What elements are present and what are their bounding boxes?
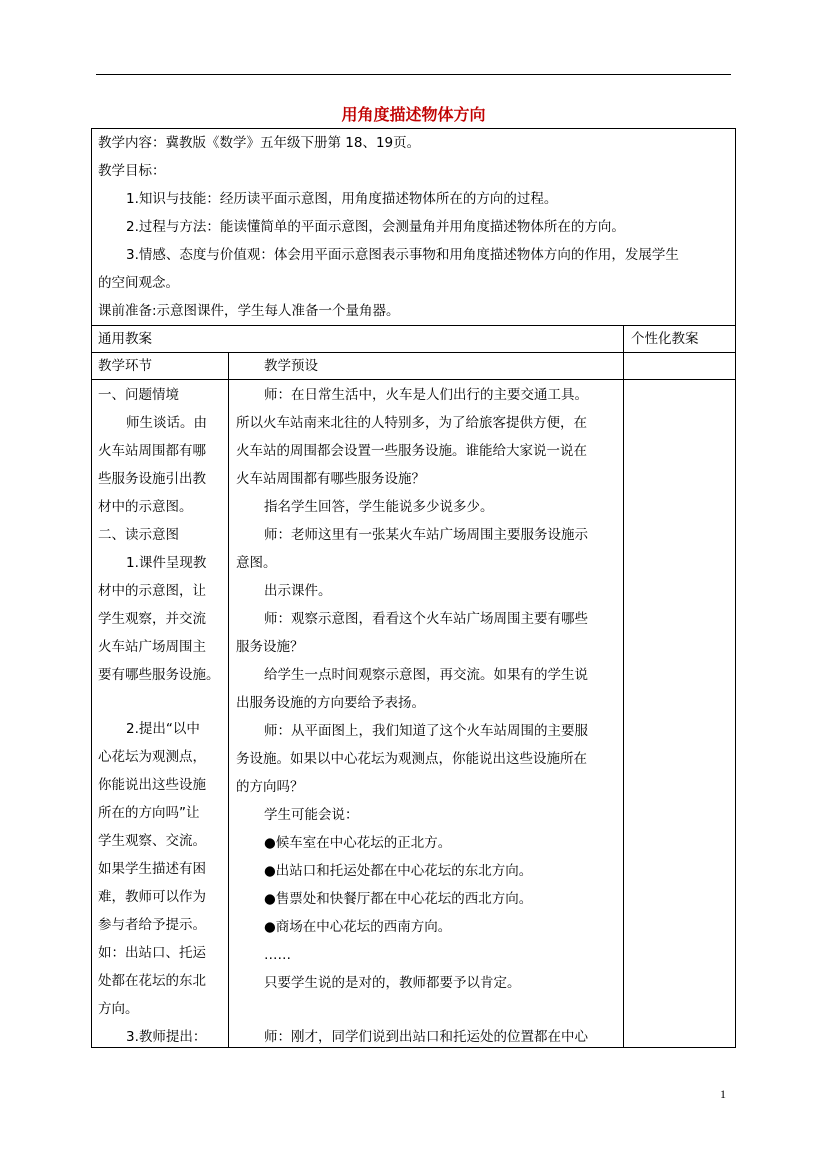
right-line: 出示课件。 [264,583,332,599]
left-line: 材中的示意图，让 [98,583,206,599]
page-number: 1 [720,1087,726,1101]
right-line: 务设施。如果以中心花坛为观测点，你能说出这些设施所在 [236,751,587,767]
left-line: 师生谈话。由 [126,415,207,431]
right-line: 给学生一点时间观察示意图，再交流。如果有的学生说 [264,667,588,683]
left-line: 如果学生描述有困 [98,861,206,877]
right-line: 所以火车站南来北往的人特别多，为了给旅客提供方便，在 [236,415,587,431]
right-line: 师：刚才，同学们说到出站口和托运处的位置都在中心 [264,1029,588,1045]
header-rule [96,74,731,75]
right-line: 师：观察示意图，看看这个火车站广场周围主要有哪些 [264,611,588,627]
goals-label: 教学目标： [98,163,166,179]
general-plan-header: 通用教案 [98,331,152,347]
right-line: 师：从平面图上，我们知道了这个火车站周围的主要服 [264,723,588,739]
goal-2: 2.过程与方法：能读懂简单的平面示意图，会测量角并用角度描述物体所在的方向。 [126,219,625,235]
goal-3-cont: 的空间观念。 [98,275,179,291]
preparation: 课前准备:示意图课件，学生每人准备一个量角器。 [98,303,400,319]
right-line: 火车站周围都有哪些服务设施？ [236,471,425,487]
right-line: ●候车室在中心花坛的正北方。 [264,835,452,851]
left-line: 参与者给予提示。 [98,917,206,933]
right-line: …… [264,947,291,963]
right-line: 指名学生回答，学生能说多少说多少。 [264,499,494,515]
left-line: 1.课件呈现教 [126,555,207,571]
table-rule [91,352,736,353]
right-line: 服务设施？ [236,639,304,655]
table-rule [91,325,736,326]
left-line: 处都在花坛的东北 [98,973,206,989]
left-line: 如：出站口、托运 [98,945,206,961]
left-line: 一、问题情境 [98,387,179,403]
left-line: 要有哪些服务设施。 [98,667,220,683]
left-line: 你能说出这些设施 [98,777,206,793]
table-rule [623,325,624,1048]
right-line: 师：在日常生活中，火车是人们出行的主要交通工具。 [264,387,588,403]
right-line: 火车站的周围都会设置一些服务设施。谁能给大家说一说在 [236,443,587,459]
left-line: 学生观察、交流。 [98,833,206,849]
left-line: 所在的方向吗”让 [98,805,200,821]
left-line: 方向。 [98,1001,139,1017]
goal-3: 3.情感、态度与价值观：体会用平面示意图表示事物和用角度描述物体方向的作用，发展学生 [126,247,679,263]
left-line: 二、读示意图 [98,527,179,543]
right-line: 学生可能会说： [264,807,359,823]
stage-column-header: 教学环节 [98,358,152,374]
left-line: 火车站广场周围主 [98,639,206,655]
left-line: 2.提出“以中 [126,721,200,737]
page-title: 用角度描述物体方向 [341,105,486,124]
teaching-content: 教学内容：冀教版《数学》五年级下册第 18、19页。 [98,135,421,151]
left-line: 3.教师提出： [126,1029,207,1045]
personal-plan-header: 个性化教案 [631,331,699,347]
right-line: 意图。 [236,555,277,571]
right-line: ●商场在中心花坛的西南方向。 [264,919,452,935]
right-line: ●售票处和快餐厅都在中心花坛的西北方向。 [264,891,533,907]
right-line: 的方向吗？ [236,779,304,795]
table-rule [228,352,229,1048]
goal-1: 1.知识与技能：经历读平面示意图，用角度描述物体所在的方向的过程。 [126,191,558,207]
left-line: 学生观察，并交流 [98,611,206,627]
left-line: 难，教师可以作为 [98,889,206,905]
left-line: 材中的示意图。 [98,499,193,515]
right-line: 师：老师这里有一张某火车站广场周围主要服务设施示 [264,527,588,543]
right-line: 出服务设施的方向要给予表扬。 [236,695,425,711]
right-line: 只要学生说的是对的，教师都要予以肯定。 [264,975,521,991]
left-line: 些服务设施引出教 [98,471,206,487]
plan-column-header: 教学预设 [264,358,318,374]
left-line: 火车站周围都有哪 [98,443,206,459]
table-rule [91,379,736,380]
left-line: 心花坛为观测点， [98,749,206,765]
right-line: ●出站口和托运处都在中心花坛的东北方向。 [264,863,533,879]
